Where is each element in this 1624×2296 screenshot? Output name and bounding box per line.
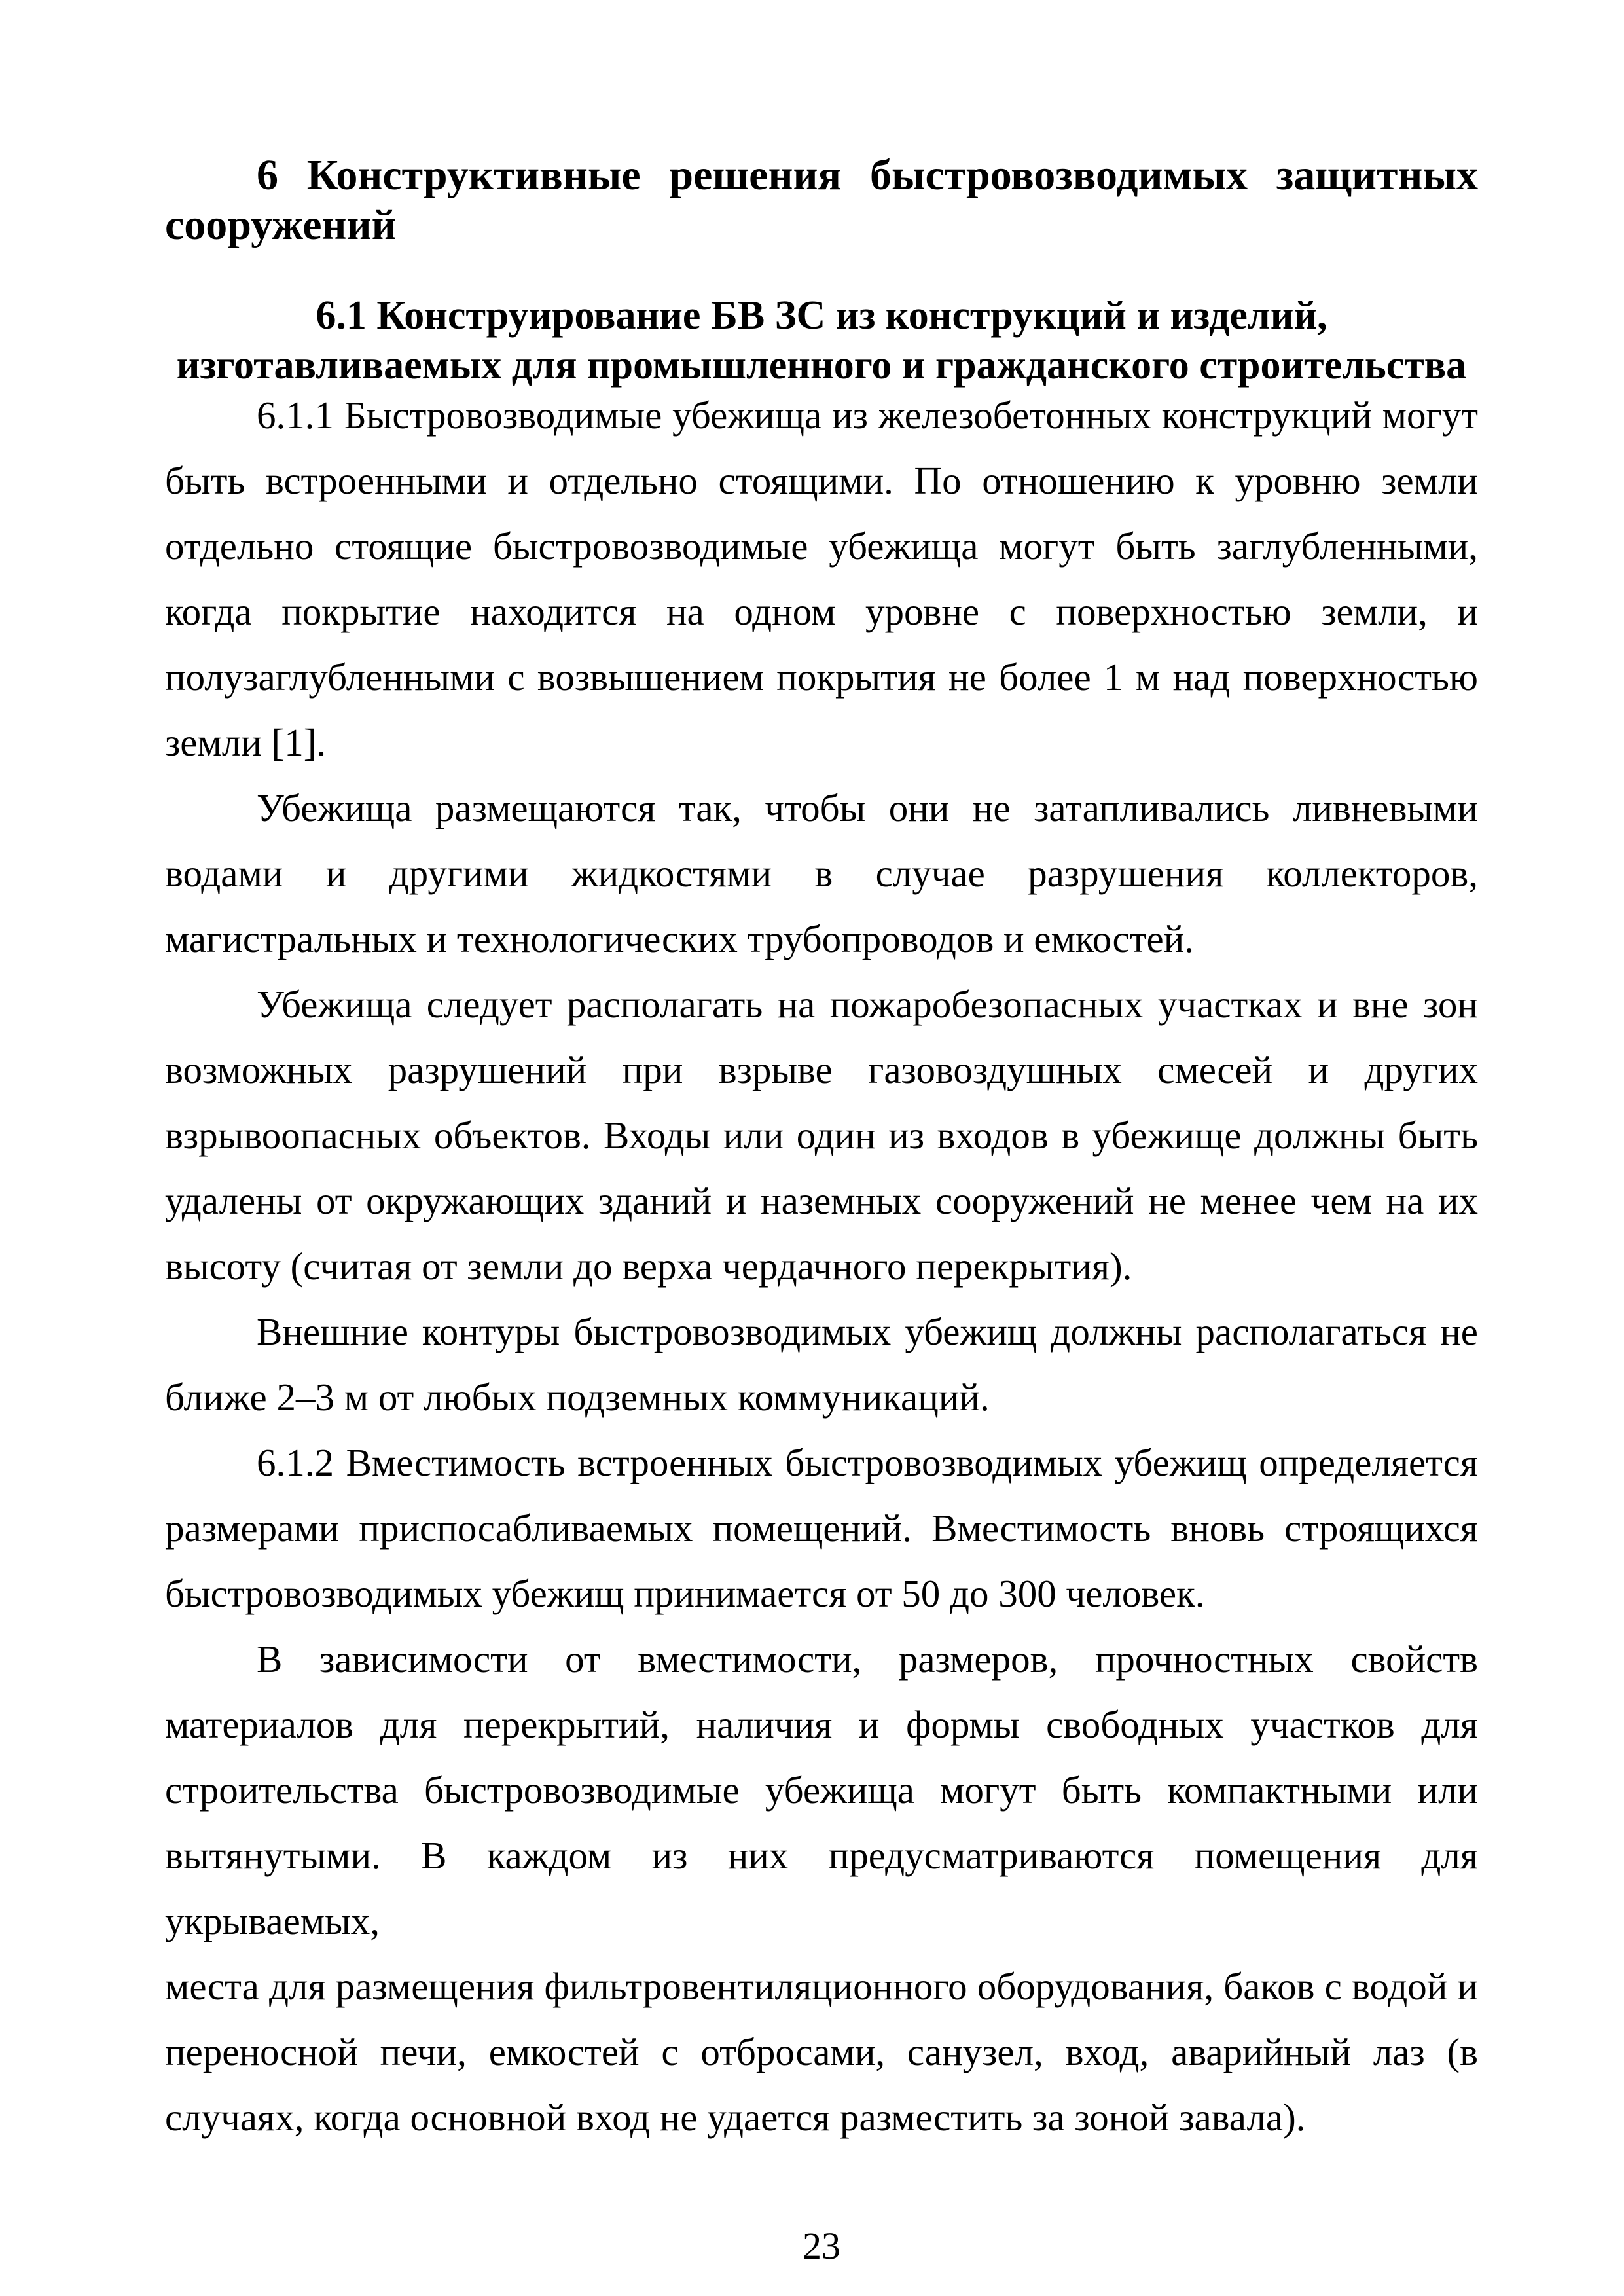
body-text-line: быстровозводимых убежищ принимается от 50 до 300 человек. [165,1572,1205,1615]
paragraph [165,1626,1478,2150]
body-text-line: строительства быстровозводимые убежища могут быть компактными или [165,1768,1478,1812]
subsection-heading-line: 6.1 Конструирование БВ ЗС из конструкций и изделий, [316,293,1327,338]
body-text-line: отдельно стоящие быстровозводимые убежища могут быть заглубленными, [165,524,1478,568]
body-text-line: полузаглубленными с возвышением покрытия не более 1 м над поверхностью [165,655,1478,699]
paragraph [165,1430,1478,1626]
body-text-line: земли [1]. [165,721,327,764]
body-text-line: материалов для перекрытий, наличия и формы свободных участков для [165,1703,1478,1746]
section-heading [165,151,1478,250]
paragraph [165,972,1478,1299]
page-number: 23 [803,2225,840,2267]
section-heading-line: сооружений [165,201,397,249]
body-text-line: водами и другими жидкостями в случае разрушения коллекторов, [165,852,1478,895]
section-heading-line: 6 Конструктивные решения быстровозводимых защитных [257,151,1478,199]
body-text-line: случаях, когда основной вход не удается разместить за зоной завала). [165,2096,1306,2139]
body-text-line: В зависимости от вместимости, размеров, прочностных свойств [257,1637,1478,1681]
body-text-line: 6.1.1 Быстровозводимые убежища из железобетонных конструкций могут [257,393,1478,437]
paragraph [165,1299,1478,1430]
body-text-line: Убежища следует располагать на пожаробезопасных участках и вне зон [257,983,1478,1026]
body-text-line: переносной печи, емкостей с отбросами, санузел, вход, аварийный лаз (в [165,2030,1478,2073]
subsection-heading-line: изготавливаемых для промышленного и гражданского строительства [176,343,1467,388]
body-text-line: Внешние контуры быстровозводимых убежищ должны располагаться не [257,1310,1478,1353]
paragraph [165,382,1478,775]
body-text-line: высоту (считая от земли до верха чердачного перекрытия). [165,1245,1132,1288]
body-text-line: Убежища размещаются так, чтобы они не затапливались ливневыми [257,786,1478,829]
body-text-line: ближе 2–3 м от любых подземных коммуникаций. [165,1376,990,1419]
body-text-line: 6.1.2 Вместимость встроенных быстровозводимых убежищ определяется [257,1441,1478,1484]
body-text-line: быть встроенными и отдельно стоящими. По отношению к уровню земли [165,459,1478,502]
body-text-line: удалены от окружающих зданий и наземных сооружений не менее чем на их [165,1179,1478,1222]
body-text-line: взрывоопасных объектов. Входы или один из входов в убежище должны быть [165,1114,1478,1157]
body-text [165,382,1478,2150]
subsection-heading [165,291,1478,390]
body-text-line: возможных разрушений при взрыве газовоздушных смесей и других [165,1048,1478,1091]
body-text-line: вытянутыми. В каждом из них предусматриваются помещения для укрываемых, [165,1834,1478,1942]
body-text-line: когда покрытие находится на одном уровне с поверхностью земли, и [165,590,1478,633]
body-text-line: размерами приспосабливаемых помещений. Вместимость вновь строящихся [165,1506,1478,1550]
body-text-line: места для размещения фильтровентиляционного оборудования, баков с водой и [165,1965,1478,2008]
paragraph [165,775,1478,972]
body-text-line: магистральных и технологических трубопроводов и емкостей. [165,917,1195,960]
